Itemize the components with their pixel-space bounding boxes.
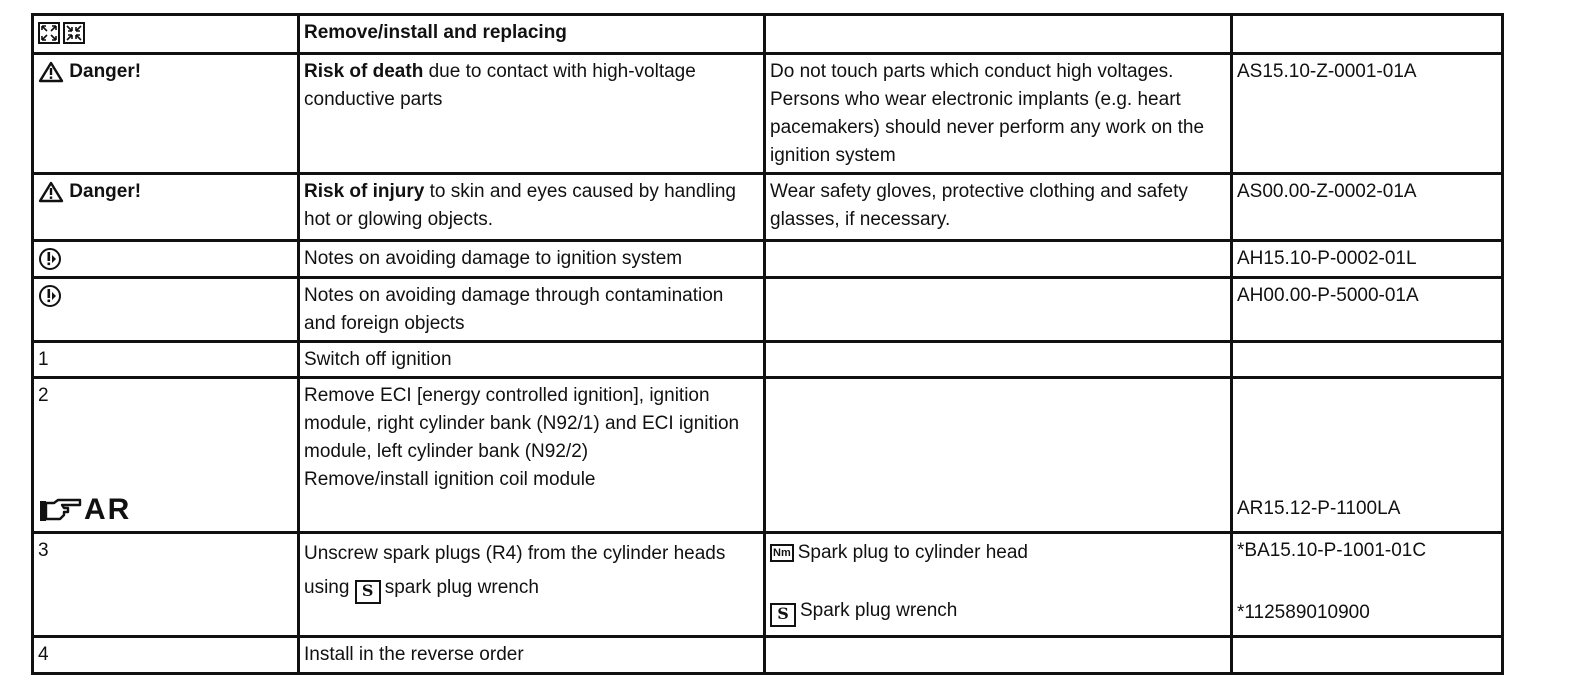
measure-text: Wear safety gloves, protective clothing and safety glasses, if necessary. xyxy=(765,174,1232,241)
reference-link[interactable]: AH00.00-P-5000-01A xyxy=(1232,278,1503,342)
empty-cell xyxy=(765,241,1232,278)
empty-cell xyxy=(765,637,1232,674)
reference-link[interactable]: AH15.10-P-0002-01L xyxy=(1232,241,1503,278)
ar-text: Remove/install ignition coil module xyxy=(304,469,596,490)
note-icon-cell xyxy=(33,278,299,342)
danger-label: Danger! xyxy=(69,61,142,82)
damage-note-icon xyxy=(38,284,62,308)
reference-link[interactable]: AS00.00-Z-0002-01A xyxy=(1232,174,1503,241)
header-empty-cell xyxy=(765,15,1232,54)
step-number: 2 xyxy=(38,385,49,406)
tool-spec xyxy=(770,597,1226,627)
empty-cell xyxy=(765,378,1232,533)
danger-label: Danger! xyxy=(69,181,142,202)
expand-collapse-icon xyxy=(38,22,86,44)
danger-row xyxy=(33,54,1503,174)
risk-bold: Risk of injury xyxy=(304,181,425,202)
specs-cell xyxy=(765,533,1232,637)
header-icons-cell xyxy=(33,15,299,54)
note-row xyxy=(33,278,1503,342)
warning-triangle-icon xyxy=(38,181,64,203)
special-tool-icon: S xyxy=(770,603,796,627)
tool-label: Spark plug wrench xyxy=(800,600,958,621)
ar-reference-cell xyxy=(1232,378,1503,533)
measure-text: Do not touch parts which conduct high voltages. Persons who wear electronic implants (e.g. heart pacemakers) should never perform any work on the ignition system xyxy=(765,54,1232,174)
risk-cell xyxy=(299,54,765,174)
step-text: Install in the reverse order xyxy=(299,637,765,674)
procedure-table xyxy=(31,13,1504,675)
header-row xyxy=(33,15,1503,54)
step-row xyxy=(33,342,1503,378)
step-text-cell xyxy=(299,378,765,533)
damage-note-icon xyxy=(38,247,62,271)
danger-cell xyxy=(33,174,299,241)
note-text: Notes on avoiding damage to ignition system xyxy=(299,241,765,278)
note-text: Notes on avoiding damage through contamination and foreign objects xyxy=(299,278,765,342)
step-number: 1 xyxy=(33,342,299,378)
header-empty-cell xyxy=(1232,15,1503,54)
torque-nm-icon: Nm xyxy=(770,544,794,562)
step-number-cell xyxy=(33,378,299,533)
reference-link[interactable]: *BA15.10-P-1001-01C xyxy=(1237,540,1427,561)
warning-triangle-icon xyxy=(38,61,64,83)
reference-link[interactable]: *112589010900 xyxy=(1237,602,1370,623)
special-tool-icon: S xyxy=(355,580,381,604)
refs-cell xyxy=(1232,533,1503,637)
step-text: Switch off ignition xyxy=(299,342,765,378)
torque-label: Spark plug to cylinder head xyxy=(797,542,1028,563)
empty-cell xyxy=(765,342,1232,378)
danger-cell xyxy=(33,54,299,174)
risk-bold: Risk of death xyxy=(304,61,424,82)
note-icon-cell xyxy=(33,241,299,278)
reference-link[interactable]: AS15.10-Z-0001-01A xyxy=(1232,54,1503,174)
risk-text: to skin and eyes caused by handling hot or glowing objects. xyxy=(304,181,736,230)
risk-text: due to contact with high-voltage conductive parts xyxy=(304,61,696,110)
step-text: spark plug wrench xyxy=(384,577,539,598)
step-text-cell xyxy=(299,533,765,637)
torque-spec xyxy=(770,539,1226,567)
header-title: Remove/install and replacing xyxy=(299,15,765,54)
pointing-hand-icon xyxy=(38,497,84,525)
step-row xyxy=(33,533,1503,637)
risk-cell xyxy=(299,174,765,241)
note-row xyxy=(33,241,1503,278)
reference-link[interactable]: AR15.12-P-1100LA xyxy=(1237,498,1401,519)
step-row xyxy=(33,637,1503,674)
step-row xyxy=(33,378,1503,533)
empty-cell xyxy=(1232,637,1503,674)
step-text: Remove ECI [energy controlled ignition], ignition module, right cylinder bank (N92/1) and ECI ignition module, left cylinder bank (N92/2) xyxy=(304,385,740,462)
ar-reference-marker xyxy=(38,495,131,525)
danger-row xyxy=(33,174,1503,241)
empty-cell xyxy=(765,278,1232,342)
step-number: 4 xyxy=(33,637,299,674)
ar-label: AR xyxy=(84,493,132,526)
step-number: 3 xyxy=(33,533,299,637)
empty-cell xyxy=(1232,342,1503,378)
step-text: Unscrew spark plugs (R4) from the cylinder heads using xyxy=(304,543,726,598)
